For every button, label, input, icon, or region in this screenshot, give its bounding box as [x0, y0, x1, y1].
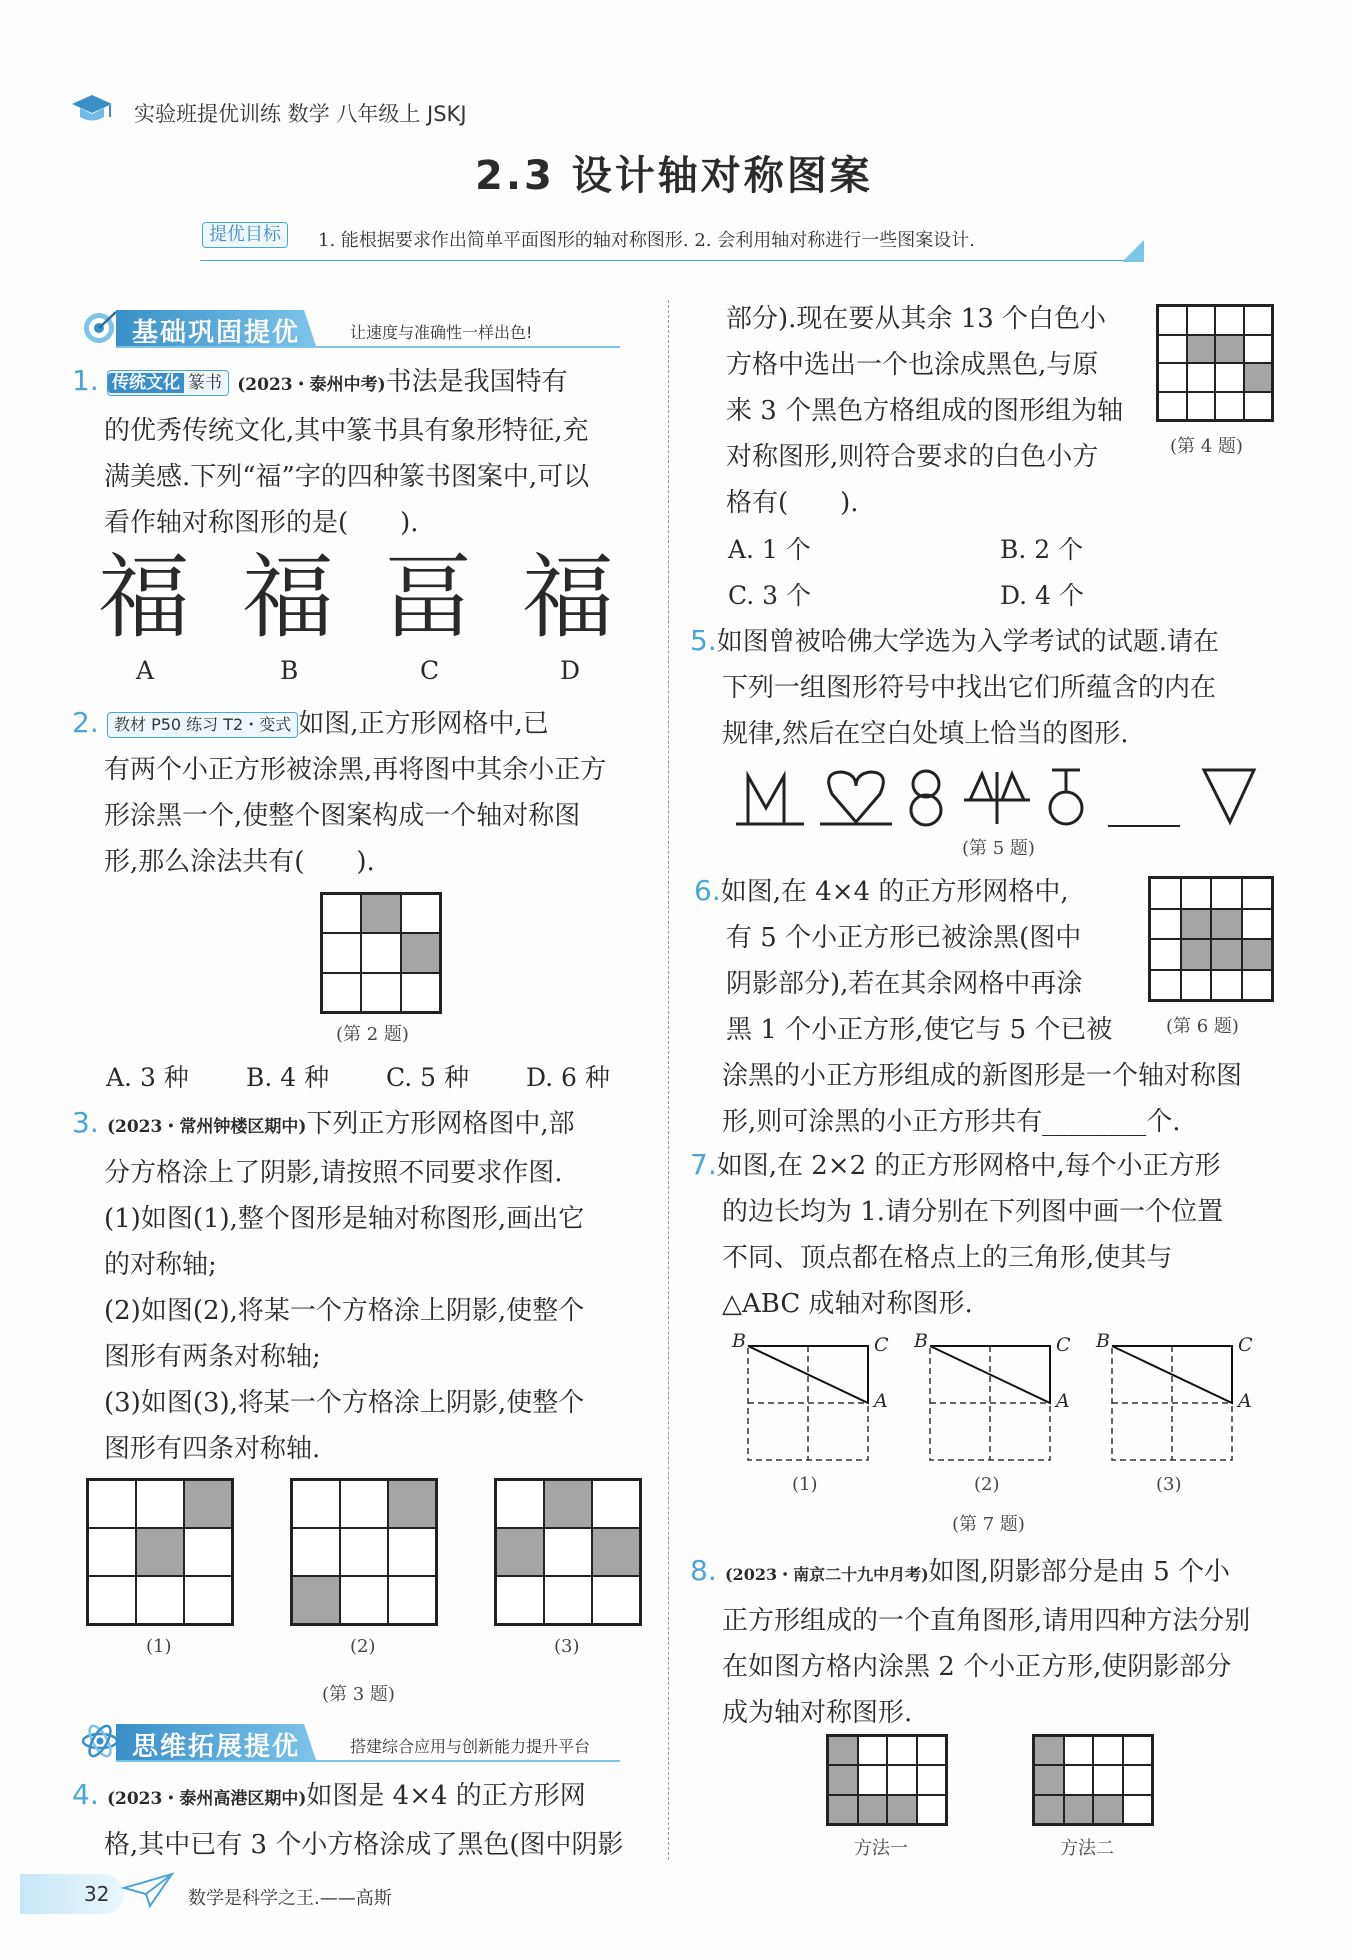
q8-line-3: 成为轴对称图形. — [722, 1698, 913, 1728]
q4-line-4: 来 3 个黑色方格组成的图形组为轴 — [726, 396, 1124, 426]
q8-line-1: 正方形组成的一个直角图形,请用四种方法分别 — [722, 1606, 1251, 1636]
q7-caption: (第 7 题) — [952, 1514, 1025, 1535]
q7-point-c-1: C — [874, 1334, 889, 1356]
q6-grid — [1148, 876, 1274, 1002]
q8-grid-method-1 — [826, 1734, 948, 1826]
q7-number: 7. — [690, 1148, 717, 1181]
lesson-title: 2.3 设计轴对称图案 — [475, 153, 873, 199]
q2-line-0: 如图,正方形网格中,已 — [298, 709, 549, 739]
q1-line-3: 看作轴对称图形的是( ). — [104, 508, 419, 538]
q7-point-a-3: A — [1238, 1390, 1252, 1412]
q1-tag-main: 传统文化 — [108, 373, 184, 393]
q3-source: (2023・常州钟楼区期中) — [106, 1117, 307, 1137]
question-1 — [72, 358, 662, 546]
q1-line-1: 的优秀传统文化,其中篆书具有象形特征,充 — [104, 416, 589, 446]
q4-line-3: 方格中选出一个也涂成黑色,与原 — [726, 350, 1099, 380]
q1-glyph-row — [98, 544, 638, 658]
goal-text: 1. 能根据要求作出简单平面图形的轴对称图形. 2. 会利用轴对称进行一些图案设计. — [318, 230, 975, 251]
target-icon — [80, 308, 120, 346]
section-banner-extend — [80, 1720, 620, 1762]
q1-option-c: C — [420, 656, 440, 685]
q4-caption: (第 4 题) — [1170, 436, 1243, 457]
q4-option-b: B. 2 个 — [1000, 535, 1084, 564]
q1-option-a: A — [136, 656, 155, 685]
q7-point-a-2: A — [1056, 1390, 1070, 1412]
q7-figure-1 — [732, 1330, 896, 1495]
banner-underline — [116, 346, 620, 348]
q3-label-3: (3) — [554, 1636, 580, 1657]
q2-line-3: 形,那么涂法共有( ). — [104, 847, 375, 877]
symbol-mirror-one-icon — [736, 776, 804, 824]
symbol-mirror-four-icon — [964, 772, 1030, 824]
goal-bar — [200, 218, 1140, 261]
symbol-mirror-eight-icon — [911, 771, 941, 825]
q5-symbol-sequence — [734, 762, 1274, 832]
seal-glyph-c: 畐 — [382, 544, 475, 651]
column-divider — [668, 300, 669, 1860]
q3-label-2: (2) — [350, 1636, 376, 1657]
q1-tag-sub: 篆书 — [187, 373, 222, 393]
q3-grid-3 — [494, 1478, 642, 1626]
header — [70, 92, 1340, 132]
section-extend-sub: 搭建综合应用与创新能力提升平台 — [350, 1737, 591, 1756]
section-banner-basic — [80, 306, 620, 348]
q4-options — [728, 530, 1288, 620]
q7-figure-2 — [914, 1330, 1078, 1495]
q6-line-3: 黑 1 个小正方形,使它与 5 个已被 — [726, 1015, 1113, 1045]
banner-underline — [116, 1760, 620, 1762]
q4-line-0: 如图是 4×4 的正方形网 — [306, 1781, 586, 1811]
q4-number: 4. — [72, 1778, 99, 1811]
q7-label-1: (1) — [792, 1474, 818, 1495]
q3-caption: (第 3 题) — [322, 1684, 395, 1705]
q7-point-c-2: C — [1056, 1334, 1071, 1356]
q3-grid-1 — [86, 1478, 234, 1626]
q8-line-0: 如图,阴影部分是由 5 个小 — [928, 1557, 1231, 1587]
q4-option-c: C. 3 个 — [728, 581, 811, 610]
q7-point-a-1: A — [874, 1390, 888, 1412]
q2-option-d: D. 6 种 — [526, 1063, 610, 1092]
q7-grid-1 — [746, 1344, 872, 1464]
q7-line-1: 的边长均为 1.请分别在下列图中画一个位置 — [722, 1197, 1224, 1227]
question-4-cont — [726, 296, 1146, 526]
q2-option-b: B. 4 种 — [246, 1063, 330, 1092]
q2-line-1: 有两个小正方形被涂黑,再将图中其余小正方 — [104, 755, 607, 785]
q2-option-c: C. 5 种 — [386, 1063, 469, 1092]
q7-line-0: 如图,在 2×2 的正方形网格中,每个小正方形 — [716, 1151, 1221, 1181]
q3-grid-2 — [290, 1478, 438, 1626]
question-4-start — [72, 1772, 662, 1868]
q8-line-2: 在如图方格内涂黑 2 个小正方形,使阴影部分 — [722, 1652, 1232, 1682]
question-2 — [72, 700, 662, 885]
q3-line-6: (3)如图(3),将某一个方格涂上阴影,使整个 — [104, 1388, 585, 1418]
q5-number: 5. — [690, 624, 717, 657]
q2-option-a: A. 3 种 — [106, 1063, 189, 1092]
q3-line-1: 分方格涂上了阴影,请按照不同要求作图. — [104, 1158, 563, 1188]
section-basic-sub: 让速度与准确性一样出色! — [350, 323, 533, 342]
q8-label-2: 方法二 — [1060, 1838, 1114, 1859]
q2-number: 2. — [72, 706, 99, 739]
q6-line-0: 如图,在 4×4 的正方形网格中, — [720, 877, 1069, 907]
q2-options — [106, 1058, 666, 1092]
q3-line-5: 图形有两条对称轴; — [104, 1342, 321, 1372]
q1-line-0: 书法是我国特有 — [385, 367, 568, 397]
question-5 — [690, 618, 1290, 757]
footer-quote: 数学是科学之王.——高斯 — [188, 1888, 392, 1909]
q7-line-2: 不同、顶点都在格点上的三角形,使其与 — [722, 1243, 1173, 1273]
q3-line-2: (1)如图(1),整个图形是轴对称图形,画出它 — [104, 1204, 585, 1234]
page-number: 32 — [84, 1882, 110, 1906]
q8-grid-method-2 — [1032, 1734, 1154, 1826]
q4-option-a: A. 1 个 — [728, 535, 811, 564]
section-extend-label: 思维拓展提优 — [132, 1732, 301, 1762]
q5-line-0: 如图曾被哈佛大学选为入学考试的试题.请在 — [716, 627, 1219, 657]
q6-line-2: 阴影部分),若在其余网格中再涂 — [726, 969, 1083, 999]
section-basic-label: 基础巩固提优 — [132, 318, 301, 348]
question-8 — [690, 1548, 1290, 1736]
q3-line-3: 的对称轴; — [104, 1250, 217, 1280]
q4-line-2: 部分).现在要从其余 13 个白色小 — [726, 304, 1107, 334]
q7-point-b-2: B — [914, 1330, 928, 1352]
q1-tag — [107, 370, 229, 396]
series-title: 实验班提优训练 数学 八年级上 JSKJ — [134, 102, 467, 126]
q3-line-7: 图形有四条对称轴. — [104, 1434, 321, 1464]
q4-line-5: 对称图形,则符合要求的白色小方 — [726, 442, 1099, 472]
q1-option-d: D — [560, 656, 581, 685]
symbol-mirror-seven-icon — [1204, 770, 1254, 822]
q7-label-3: (3) — [1156, 1474, 1182, 1495]
seal-glyph-b: 福 — [242, 544, 335, 651]
q8-source: (2023・南京二十九中月考) — [724, 1565, 929, 1584]
q7-grid-3 — [1110, 1344, 1236, 1464]
q5-caption: (第 5 题) — [962, 838, 1035, 859]
q1-number: 1. — [72, 364, 99, 397]
q6-line-1: 有 5 个小正方形已被涂黑(图中 — [726, 923, 1082, 953]
q4-line-1: 格,其中已有 3 个小方格涂成了黑色(图中阴影 — [104, 1830, 624, 1860]
q6-number: 6. — [694, 874, 721, 907]
q1-option-b: B — [280, 656, 299, 685]
atom-icon — [80, 1722, 120, 1760]
goal-label: 提优目标 — [202, 222, 288, 248]
q6-caption: (第 6 题) — [1166, 1016, 1239, 1037]
q5-line-1: 下列一组图形符号中找出它们所蕴含的内在 — [722, 673, 1217, 703]
q4-grid — [1156, 304, 1274, 422]
q4-option-d: D. 4 个 — [1000, 581, 1084, 610]
q2-grid — [320, 892, 442, 1014]
q7-label-2: (2) — [974, 1474, 1000, 1495]
q2-caption: (第 2 题) — [336, 1024, 409, 1045]
symbol-mirror-heart-icon — [820, 772, 892, 824]
seal-glyph-d: 福 — [522, 544, 615, 651]
q2-line-2: 形涂黑一个,使整个图案构成一个轴对称图 — [104, 801, 581, 831]
symbol-mirror-five-icon — [1050, 770, 1082, 824]
q7-point-b-1: B — [732, 1330, 746, 1352]
q3-number: 3. — [72, 1106, 99, 1139]
question-7 — [690, 1142, 1290, 1327]
q7-point-c-3: C — [1238, 1334, 1253, 1356]
seal-glyph-a: 福 — [98, 544, 191, 651]
q1-line-2: 满美感.下列“福”字的四种篆书图案中,可以 — [104, 462, 590, 492]
q5-line-2: 规律,然后在空白处填上恰当的图形. — [722, 719, 1129, 749]
q6-line-4: 涂黑的小正方形组成的新图形是一个轴对称图 — [722, 1061, 1243, 1091]
q6-line-5: 形,则可涂黑的小正方形共有________个. — [722, 1107, 1181, 1137]
q3-line-4: (2)如图(2),将某一个方格涂上阴影,使整个 — [104, 1296, 585, 1326]
paper-plane-icon — [120, 1870, 176, 1910]
q7-grid-2 — [928, 1344, 1054, 1464]
q1-source: (2023・泰州中考) — [237, 375, 386, 395]
q4-source: (2023・泰州高港区期中) — [106, 1789, 307, 1809]
q1-options — [132, 656, 632, 690]
q7-figure-3 — [1096, 1330, 1260, 1495]
q3-line-0: 下列正方形网格图中,部 — [306, 1109, 575, 1139]
q7-point-b-3: B — [1096, 1330, 1110, 1352]
q7-line-3: △ABC 成轴对称图形. — [722, 1289, 973, 1319]
graduation-cap-icon — [70, 92, 114, 126]
footer — [20, 1870, 520, 1918]
q4-line-6: 格有( ). — [726, 488, 859, 518]
q8-label-1: 方法一 — [854, 1838, 908, 1859]
question-3 — [72, 1100, 662, 1472]
q8-number: 8. — [690, 1554, 717, 1587]
corner-decoration-icon — [1122, 240, 1144, 262]
q3-label-1: (1) — [146, 1636, 172, 1657]
q2-tag: 教材 P50 练习 T2・变式 — [107, 712, 298, 738]
